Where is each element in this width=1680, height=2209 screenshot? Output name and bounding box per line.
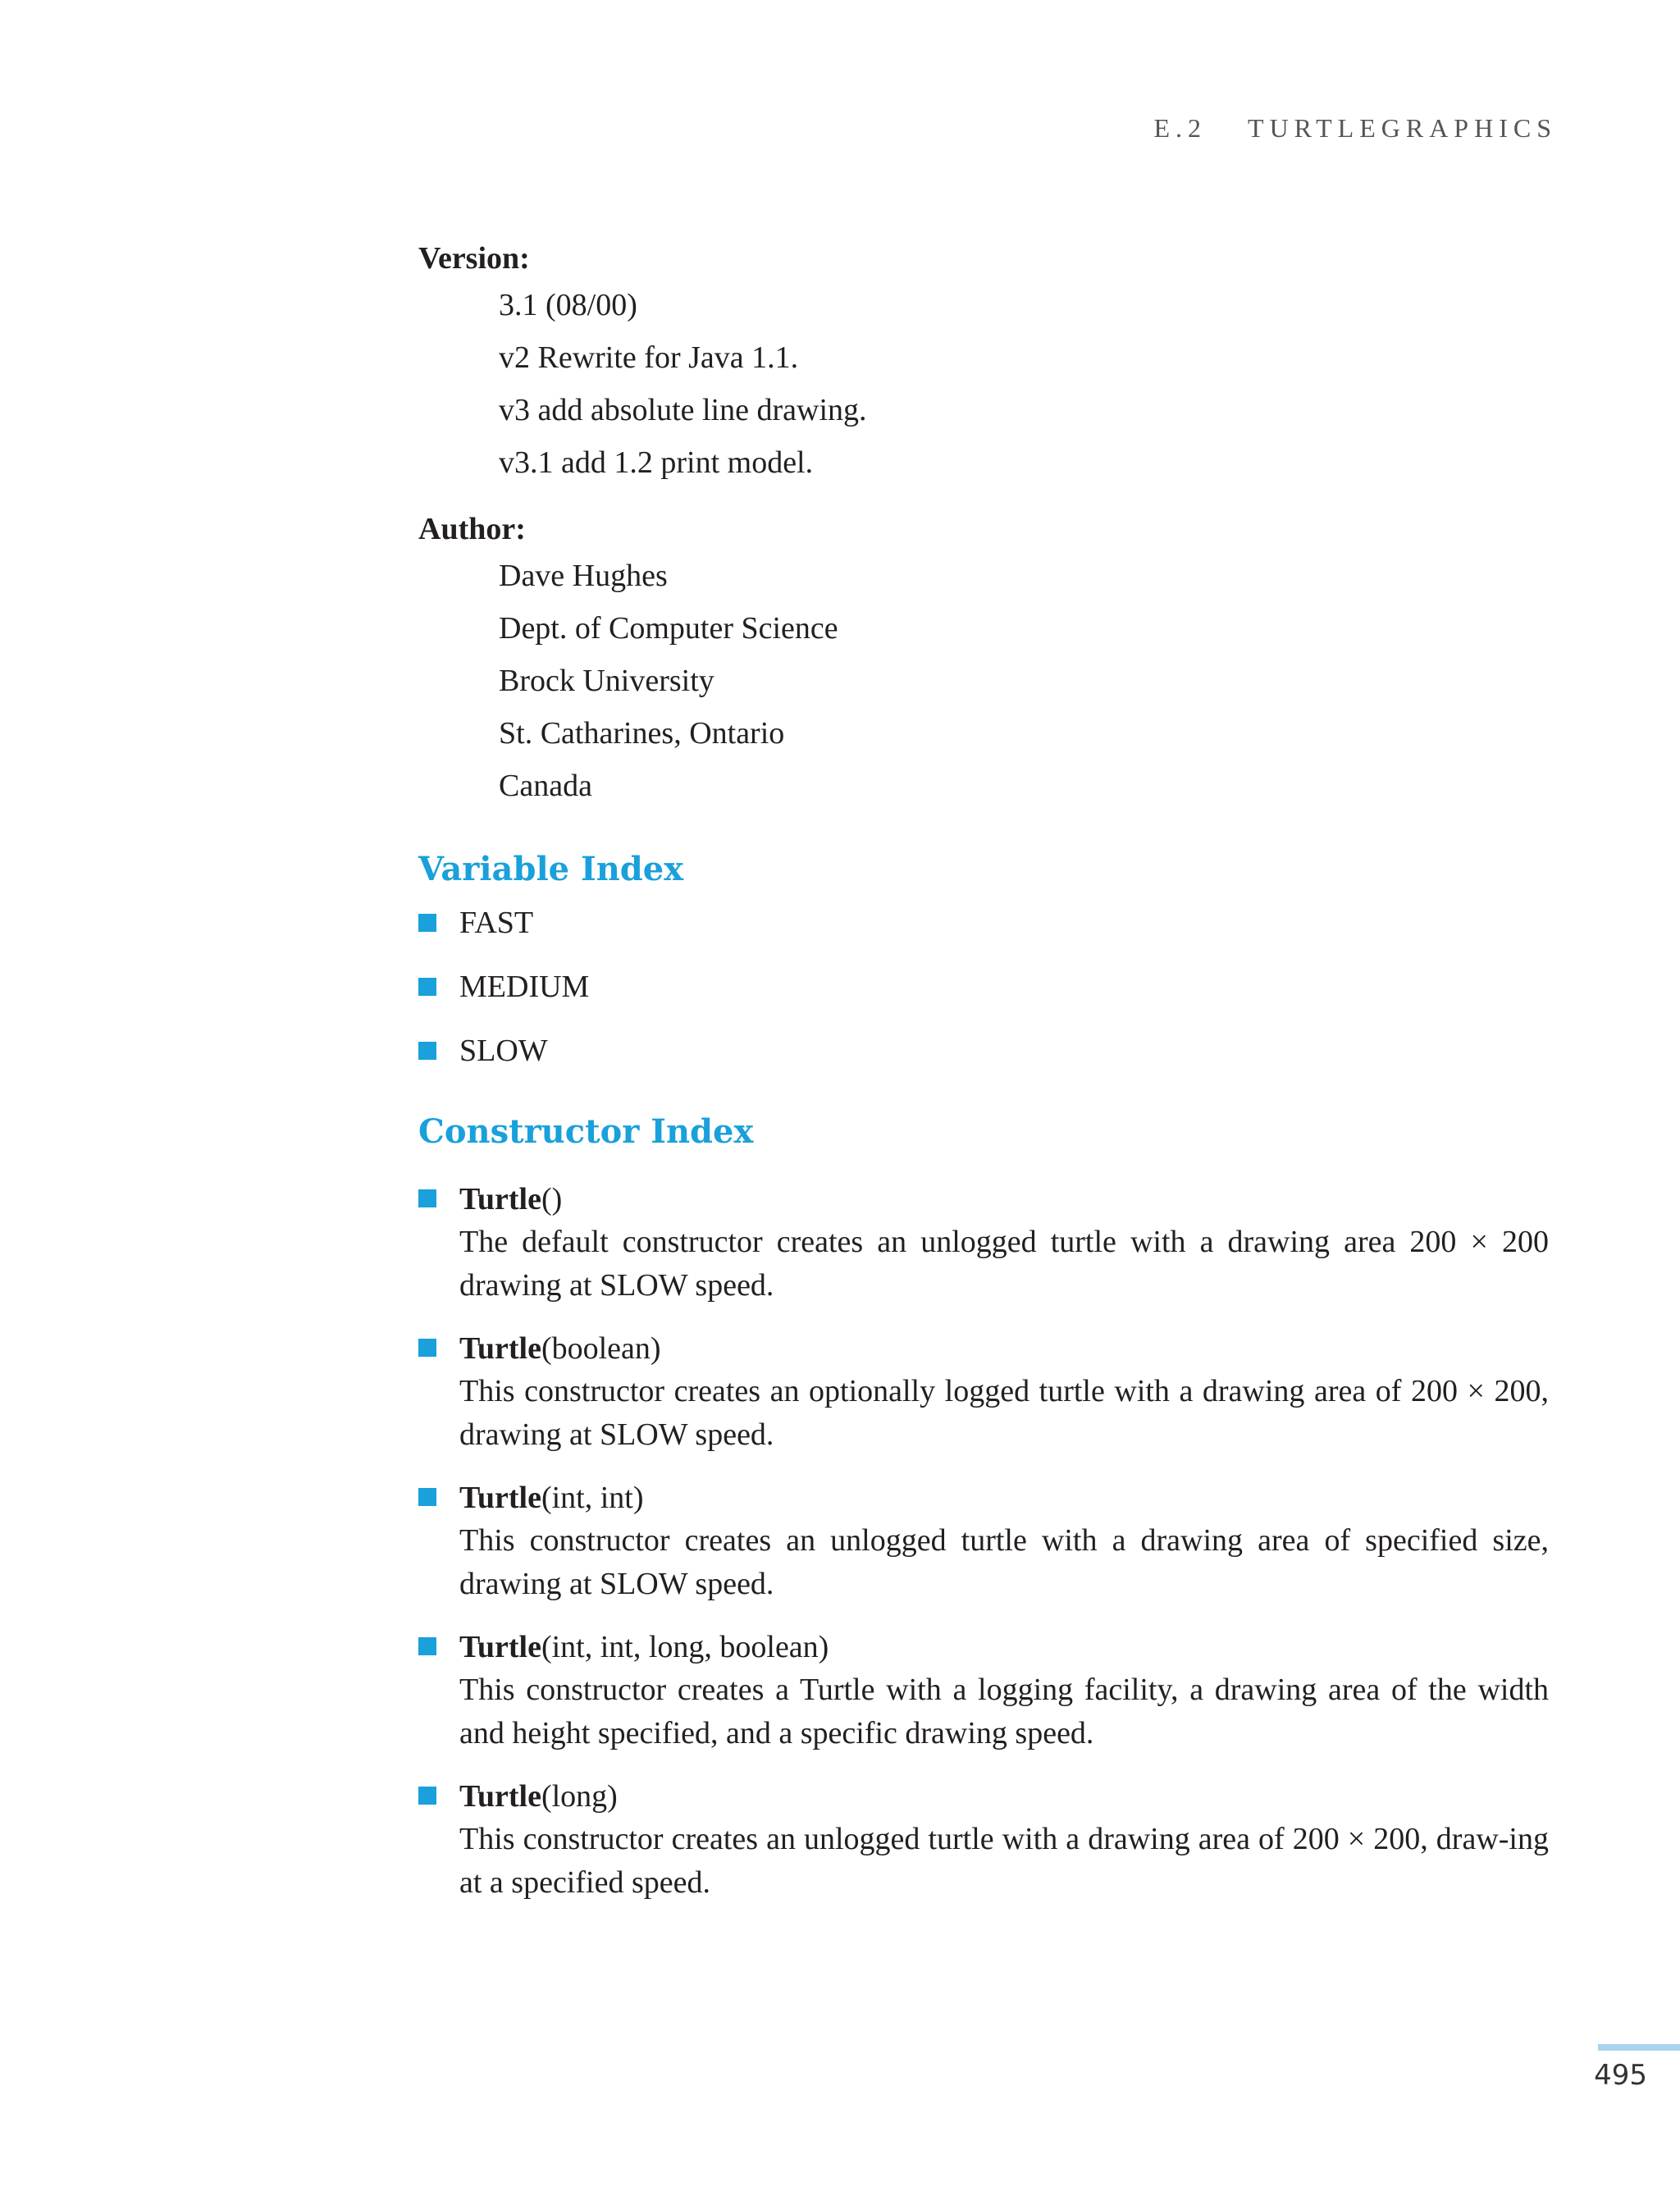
constructor-item: [418, 1327, 1549, 1457]
constructor-index-list: [418, 1178, 1549, 1905]
square-bullet-icon: [418, 1339, 436, 1357]
variable-name: MEDIUM: [459, 970, 590, 1004]
page-number-rule: [1598, 2044, 1680, 2051]
square-bullet-icon: [418, 1042, 436, 1060]
constructor-description: This constructor creates an optionally logged turtle with a drawing area of 200 × 200, drawing at SLOW speed.: [459, 1374, 1549, 1452]
variable-name: SLOW: [459, 1034, 548, 1068]
constructor-params: (boolean): [541, 1331, 661, 1366]
constructor-item: [418, 1775, 1549, 1905]
version-line: v3 add absolute line drawing.: [499, 393, 867, 427]
constructor-item: [418, 1626, 1549, 1755]
constructor-description: This constructor creates an unlogged turtle with a drawing area of specified size, drawing at SLOW speed.: [459, 1523, 1549, 1601]
constructor-signature[interactable]: [459, 1775, 1549, 1818]
constructor-description: The default constructor creates an unlogged turtle with a drawing area 200 × 200 drawing at SLOW speed.: [459, 1225, 1549, 1303]
version-line: 3.1 (08/00): [499, 288, 637, 322]
square-bullet-icon: [418, 914, 436, 932]
running-head: [1153, 113, 1557, 144]
variable-item-slow[interactable]: [418, 1030, 1549, 1071]
author-line: Canada: [499, 769, 592, 803]
author-line: Dept. of Computer Science: [499, 611, 838, 646]
constructor-name: Turtle: [459, 1630, 541, 1664]
version-label: Version:: [418, 241, 530, 276]
variable-item-medium[interactable]: [418, 966, 1549, 1007]
constructor-name: Turtle: [459, 1331, 541, 1366]
author-line: Dave Hughes: [499, 559, 668, 593]
author-label: Author:: [418, 512, 526, 546]
version-line: v3.1 add 1.2 print model.: [499, 445, 814, 480]
author-line: St. Catharines, Ontario: [499, 716, 785, 751]
constructor-item: [418, 1476, 1549, 1606]
constructor-index-heading: Constructor Index: [418, 1112, 754, 1151]
version-lines: [499, 279, 1549, 489]
constructor-params: (int, int, long, boolean): [541, 1630, 829, 1664]
author-block: [418, 509, 1549, 812]
constructor-params: (int, int): [541, 1481, 644, 1515]
constructor-description: This constructor creates an unlogged turtle with a drawing area of 200 × 200, draw-ing at a specified speed.: [459, 1822, 1549, 1900]
section-number: E.2: [1153, 113, 1208, 143]
variable-name: FAST: [459, 906, 534, 940]
page-content: [418, 238, 1549, 1905]
variable-item-fast[interactable]: [418, 902, 1549, 943]
constructor-signature[interactable]: [459, 1626, 1549, 1668]
version-line: v2 Rewrite for Java 1.1.: [499, 340, 799, 375]
square-bullet-icon: [418, 1488, 436, 1506]
variable-index-list: [418, 902, 1549, 1071]
square-bullet-icon: [418, 1637, 436, 1655]
constructor-params: (): [541, 1182, 563, 1216]
constructor-signature[interactable]: [459, 1476, 1549, 1519]
section-title: TURTLEGRAPHICS: [1248, 113, 1557, 143]
constructor-description: This constructor creates a Turtle with a logging facility, a drawing area of the width and height specified, and a specific drawing speed.: [459, 1673, 1549, 1750]
constructor-params: (long): [541, 1779, 618, 1814]
square-bullet-icon: [418, 1787, 436, 1805]
constructor-name: Turtle: [459, 1779, 541, 1814]
square-bullet-icon: [418, 978, 436, 996]
author-lines: [499, 550, 1549, 812]
constructor-signature[interactable]: [459, 1178, 1549, 1221]
variable-index-heading: Variable Index: [418, 850, 684, 888]
version-block: [418, 238, 1549, 489]
constructor-signature[interactable]: [459, 1327, 1549, 1370]
square-bullet-icon: [418, 1189, 436, 1207]
constructor-name: Turtle: [459, 1182, 541, 1216]
constructor-item: [418, 1178, 1549, 1308]
author-line: Brock University: [499, 664, 714, 698]
page-number: 495: [1594, 2059, 1647, 2092]
constructor-name: Turtle: [459, 1481, 541, 1515]
